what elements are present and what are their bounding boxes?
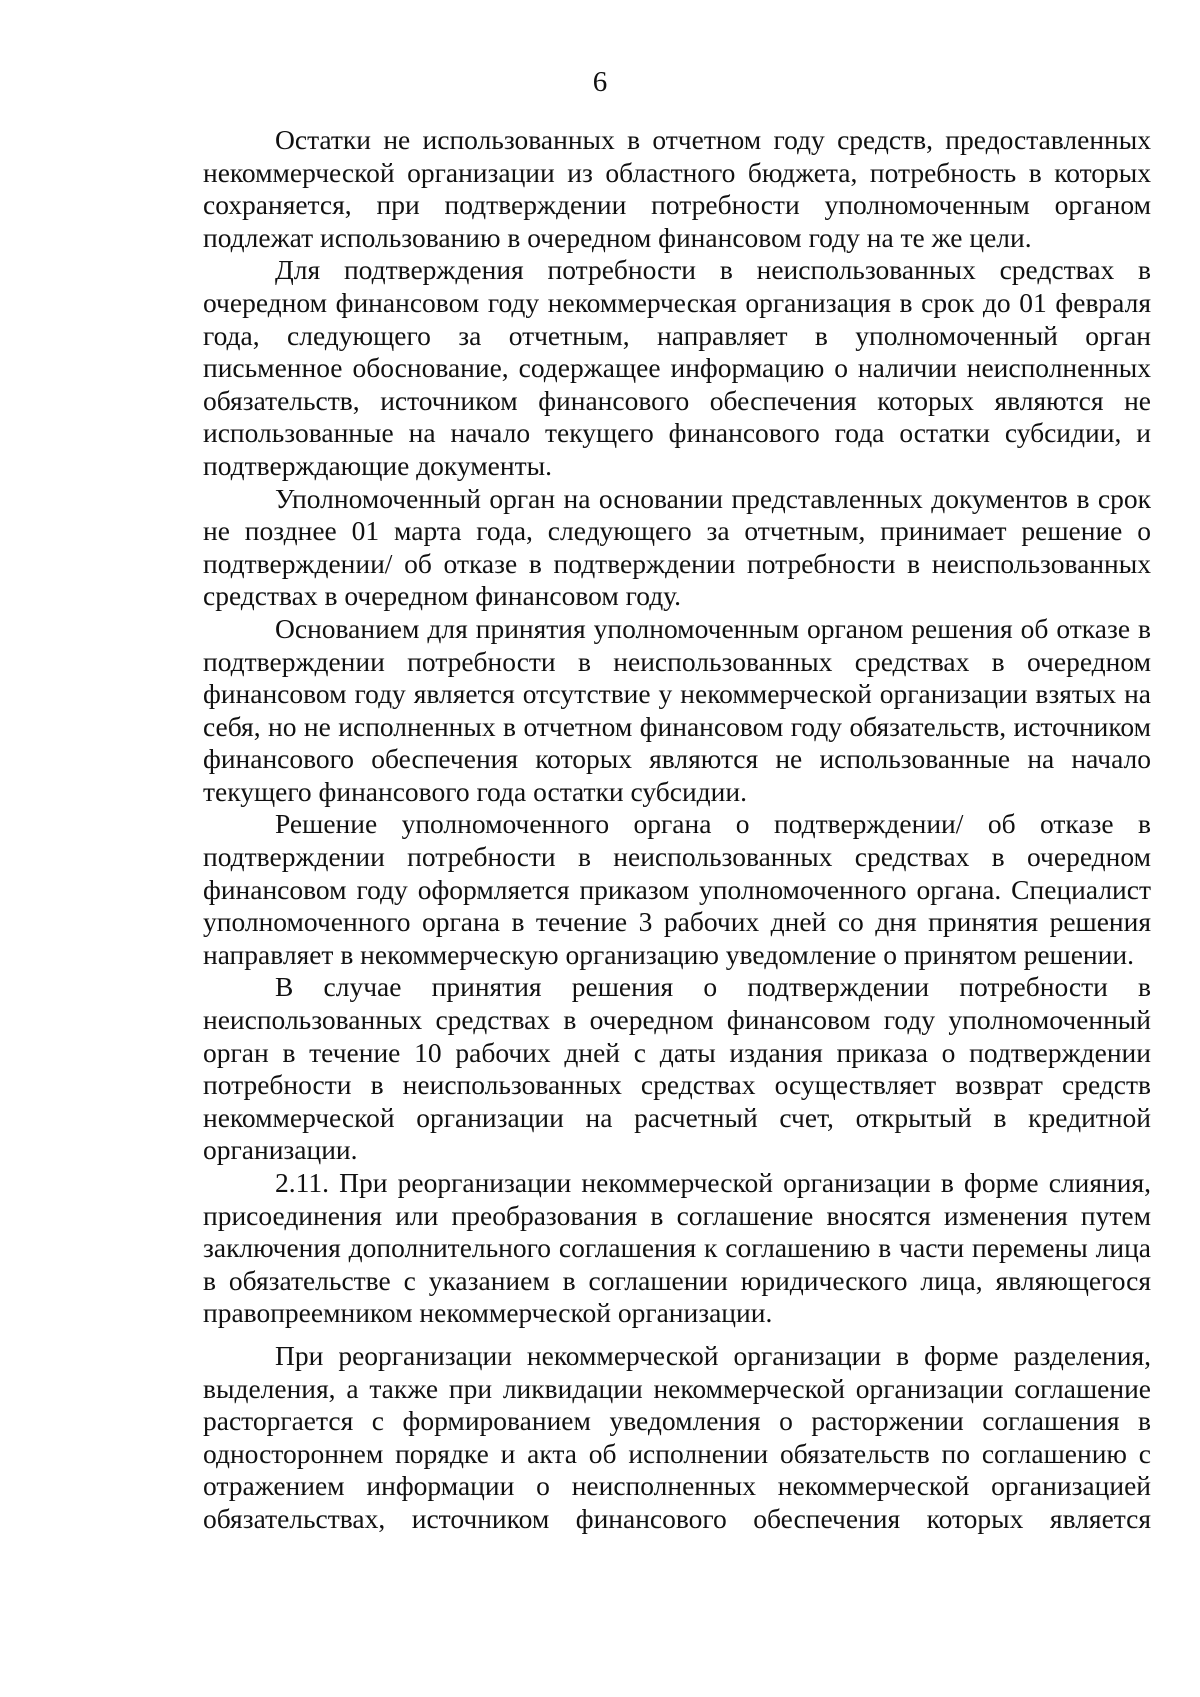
paragraph-refusal-grounds: Основанием для принятия уполномоченным органом решения об отказе в подтверждении потребности в неиспользованных средствах в очередном финансовом году является отсутствие у некоммерческой организации взятых на себя, но не исполненных в отчетном финансовом году обязательств, источником финансового обеспечения которых являются не использованные на начало текущего финансового года остатки субсидии. bbox=[203, 612, 1151, 807]
document-body bbox=[203, 124, 1151, 1536]
paragraph-reorganization-division: При реорганизации некоммерческой организации в форме разделения, выделения, а также при ликвидации некоммерческой организации соглашение расторгается с формированием уведомления о расторжении соглашения в одностороннем порядке и акта об исполнении обязательств по соглашению с отражением информации о неисполненных некоммерческой организацией обязательствах, источником финансового обеспечения которых является bbox=[203, 1339, 1151, 1534]
paragraph-funds-return: В случае принятия решения о подтверждении потребности в неиспользованных средствах в очередном финансовом году уполномоченный орган в течение 10 рабочих дней с даты издания приказа о подтверждении потребности в неиспользованных средствах осуществляет возврат средств некоммерческой организации на расчетный счет, открытый в кредитной организации. bbox=[203, 971, 1151, 1166]
paragraph-confirmation-request: Для подтверждения потребности в неиспользованных средствах в очередном финансовом году некоммерческая организация в срок до 01 февраля года, следующего за отчетным, направляет в уполномоченный орган письменное обоснование, содержащее информацию о наличии неисполненных обязательств, источником финансового обеспечения которых являются не использованные на начало текущего финансового года остатки субсидии, и подтверждающие документы. bbox=[203, 254, 1151, 481]
paragraph-unused-balances: Остатки не использованных в отчетном году средств, предоставленных некоммерческой организации из областного бюджета, потребность в которых сохраняется, при подтверждении потребности уполномоченным органом подлежат использованию в очередном финансовом году на те же цели. bbox=[203, 124, 1151, 253]
paragraph-2-11-reorganization-merger: 2.11. При реорганизации некоммерческой организации в форме слияния, присоединения или преобразования в соглашение вносятся изменения путем заключения дополнительного соглашения к соглашению в части перемены лица в обязательстве с указанием в соглашении юридического лица, являющегося правопреемником некоммерческой организации. bbox=[203, 1167, 1151, 1329]
paragraph-decision: Уполномоченный орган на основании представленных документов в срок не позднее 01 марта года, следующего за отчетным, принимает решение о подтверждении/ об отказе в подтверждении потребности в неиспользованных средствах в очередном финансовом году. bbox=[203, 482, 1151, 612]
paragraph-decision-formalization: Решение уполномоченного органа о подтверждении/ об отказе в подтверждении потребности в неиспользованных средствах в очередном финансовом году оформляется приказом уполномоченного органа. Специалист уполномоченного органа в течение 3 рабочих дней со дня принятия решения направляет в некоммерческую организацию уведомление о принятом решении. bbox=[203, 808, 1151, 970]
page-number: 6 bbox=[592, 66, 608, 98]
